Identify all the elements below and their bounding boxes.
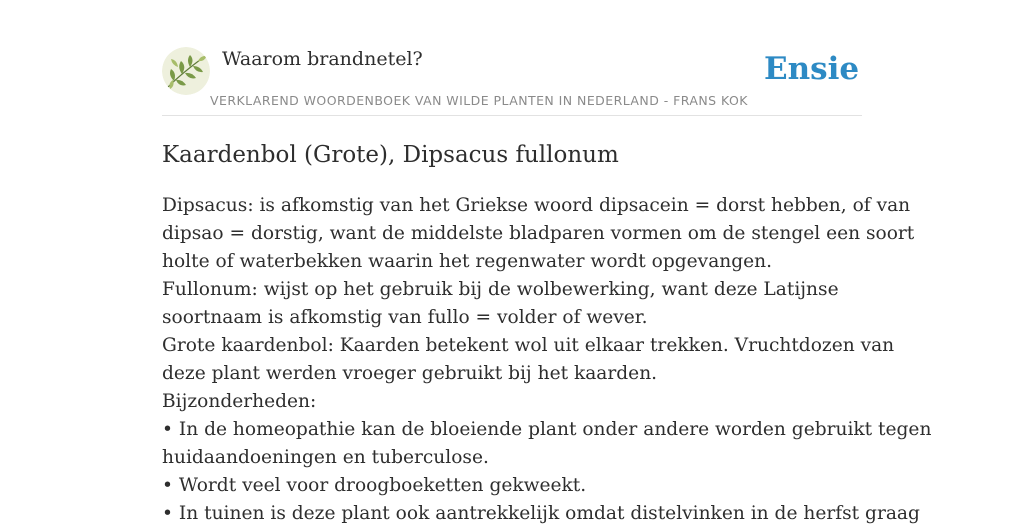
site-title[interactable]: Waarom brandnetel?: [222, 48, 423, 70]
body-line: Grote kaardenbol: Kaarden betekent wol uit elkaar trekken. Vruchtdozen van: [162, 335, 895, 356]
body-line: soortnaam is afkomstig van fullo = volder of wever.: [162, 307, 648, 328]
header-divider: [162, 115, 862, 116]
body-line: Bijzonderheden:: [162, 391, 317, 412]
nettle-leaves-icon[interactable]: [162, 47, 210, 95]
brand-logo[interactable]: Ensie: [764, 51, 860, 87]
body-line: • Wordt veel voor droogboeketten gekweekt.: [162, 475, 587, 496]
body-line: dipsao = dorstig, want de middelste bladparen vormen om de stengel een soort: [162, 223, 915, 244]
body-line: • In tuinen is deze plant ook aantrekkelijk omdat distelvinken in de herfst graag: [162, 503, 920, 524]
entry-title: Kaardenbol (Grote), Dipsacus fullonum: [162, 142, 619, 168]
entry-body: [162, 192, 932, 528]
body-line: huidaandoeningen en tuberculose.: [162, 447, 489, 468]
body-line: Dipsacus: is afkomstig van het Griekse woord dipsacein = dorst hebben, of van: [162, 195, 911, 216]
body-line: holte of waterbekken waarin het regenwater wordt opgevangen.: [162, 251, 773, 272]
body-line: deze plant werden vroeger gebruikt bij het kaarden.: [162, 363, 658, 384]
dictionary-subtitle[interactable]: VERKLAREND WOORDENBOEK VAN WILDE PLANTEN IN NEDERLAND - FRANS KOK: [210, 93, 748, 108]
body-line: Fullonum: wijst op het gebruik bij de wolbewerking, want deze Latijnse: [162, 279, 839, 300]
body-line: • In de homeopathie kan de bloeiende plant onder andere worden gebruikt tegen: [162, 419, 932, 440]
